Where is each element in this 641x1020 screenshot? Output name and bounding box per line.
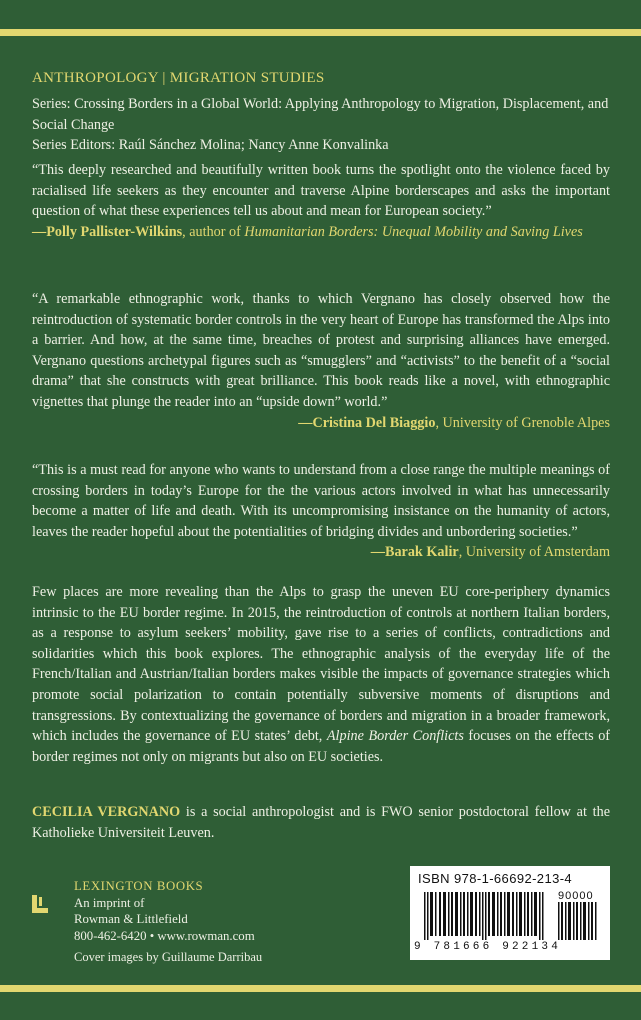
publisher-parent: Rowman & Littlefield bbox=[74, 912, 188, 926]
endorsement-attribution bbox=[32, 413, 610, 434]
publisher-name: LEXINGTON BOOKS bbox=[74, 879, 204, 893]
endorser-name: —Polly Pallister-Wilkins bbox=[32, 223, 183, 240]
barcode-price-addon: 90000 bbox=[558, 890, 594, 902]
endorser-name: —Barak Kalir bbox=[370, 544, 459, 561]
endorsement-1 bbox=[32, 160, 610, 242]
endorsement-quote: “A remarkable ethnographic work, thanks to which Vergnano has closely observed how the reintroduction of systematic border controls in the very heart of Europe has transformed the Alps into a barrier. And how, at the same time, breaches of protest and surprising alliances have emerged. Vergnano questions archetypal figures such as “smugglers” and “activists” to the benefit of a “social drama” that she constructs with great brilliance. This book reads like a novel, with ethnographic vignettes that plunge the reader into an “upside down” world.” bbox=[32, 291, 610, 410]
endorsement-2 bbox=[32, 289, 610, 433]
endorser-affiliation: , University of Amsterdam bbox=[458, 544, 610, 561]
top-accent-band bbox=[0, 29, 641, 36]
publisher-block bbox=[74, 878, 255, 944]
author-bio-text: is a social anthropologist and is FWO senior postdoctoral fellow at the Katholieke Universiteit Leuven. bbox=[32, 804, 610, 841]
category-label: ANTHROPOLOGY | MIGRATION STUDIES bbox=[32, 70, 325, 86]
barcode-digits: 9 781666 922134 bbox=[414, 941, 562, 953]
bottom-accent-band bbox=[0, 985, 641, 992]
isbn-barcode bbox=[410, 866, 610, 960]
publisher-contact: 800-462-6420 • www.rowman.com bbox=[74, 928, 255, 943]
author-bio bbox=[32, 802, 610, 843]
endorser-name: —Cristina Del Biaggio bbox=[298, 414, 436, 431]
endorsement-attribution bbox=[32, 222, 610, 243]
endorser-affiliation: , University of Grenoble Alpes bbox=[435, 414, 610, 431]
endorsement-3 bbox=[32, 460, 610, 563]
lexington-logo-icon bbox=[30, 893, 52, 915]
book-description bbox=[32, 582, 610, 767]
description-text-end: focuses on the effects of border regimes not only on migrants but also on EU societies. bbox=[32, 728, 611, 765]
endorser-book-title: Humanitarian Borders: Unequal Mobility and Saving Lives bbox=[244, 223, 583, 240]
endorsement-attribution bbox=[32, 542, 610, 563]
author-name: CECILIA VERGNANO bbox=[32, 804, 181, 820]
endorsement-quote: “This deeply researched and beautifully written book turns the spotlight onto the violence faced by racialised life seekers as they encounter and traverse Alpine borderscapes and asks the important question of what these experiences tell us about and mean for European society.” bbox=[32, 162, 610, 220]
book-title: Alpine Border Conflicts bbox=[326, 728, 464, 745]
description-text: Few places are more revealing than the Alps to grasp the uneven EU core-periphery dynamics intrinsic to the EU border regime. In 2015, the reintroduction of controls at northern Italian borders, as a response to asylum seekers’ mobility, gave rise to a series of conflicts, contradictions and solidarities which this book explores. The ethnographic analysis of the everyday life of the French/Italian and Austrian/Italian borders makes visible the impacts of governance strategies which promote social polarization to contain potentially subversive moments of disruptions and transgressions. By contextualizing the governance of borders and migration in a broader framework, which includes the governance of EU states’ debt, bbox=[32, 584, 610, 745]
isbn-label: ISBN 978-1-66692-213-4 bbox=[418, 871, 573, 886]
publisher-imprint: An imprint of bbox=[74, 895, 145, 910]
series-line: Series: Crossing Borders in a Global World: Applying Anthropology to Migration, Displacement, and Social Change bbox=[32, 96, 609, 133]
endorsement-quote: “This is a must read for anyone who wants to understand from a close range the multiple meanings of crossing borders in today’s Europe for the the various actors involved in what has unnecessarily become a matter of life and death. With its uncompromising insistance on the humanity of actors, leaves the reader hopeful about the potentialities of bridging divides and unbordering societies.” bbox=[32, 462, 610, 540]
series-editors: Series Editors: Raúl Sánchez Molina; Nancy Anne Konvalinka bbox=[32, 137, 389, 154]
cover-credit: Cover images by Guillaume Darribau bbox=[74, 950, 263, 964]
series-info bbox=[32, 94, 610, 156]
endorser-affiliation-prefix: , author of bbox=[182, 223, 245, 240]
